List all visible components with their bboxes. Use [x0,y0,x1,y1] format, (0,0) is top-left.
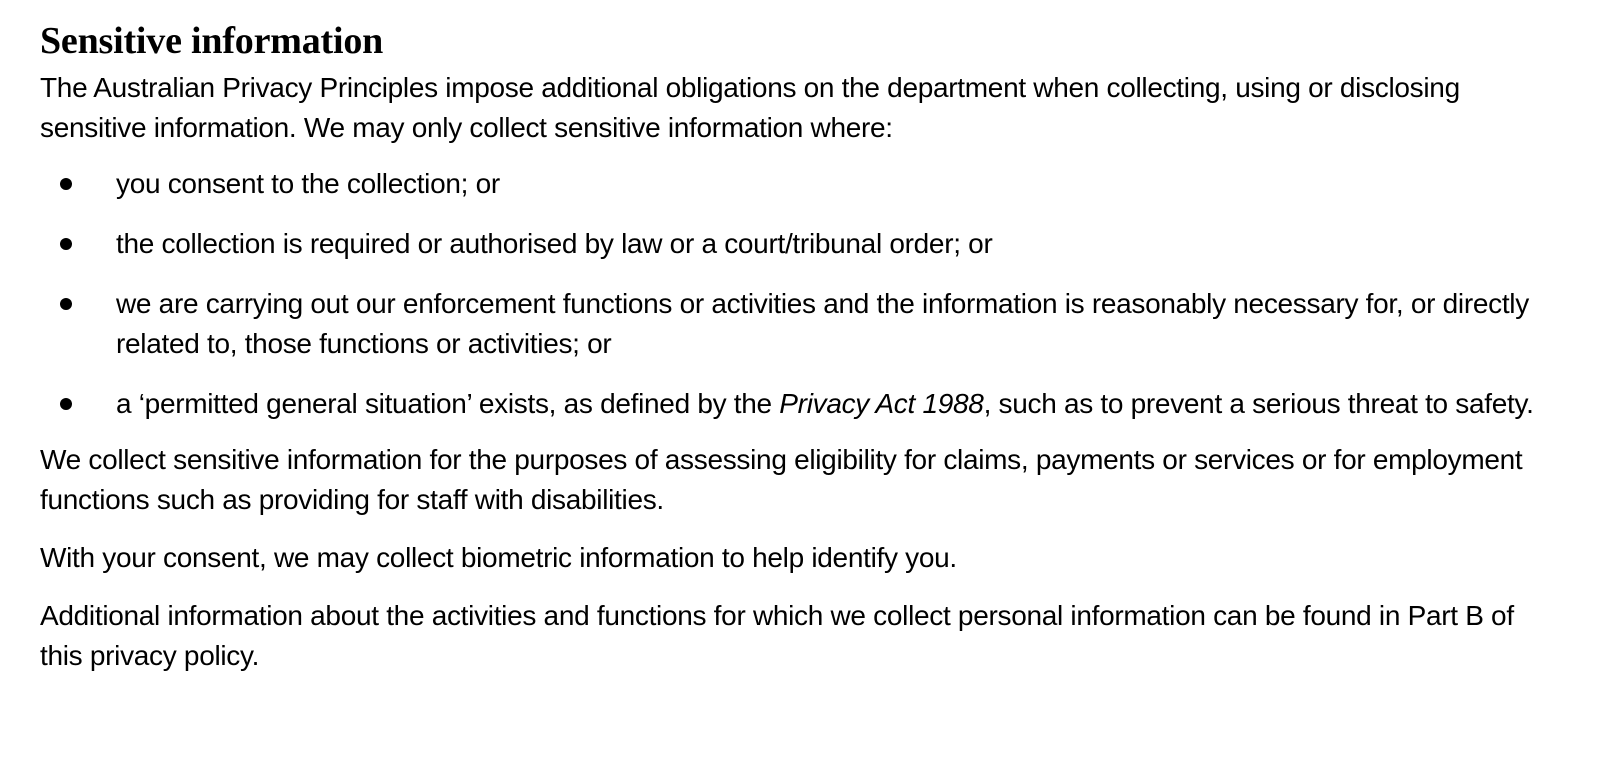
list-item [40,284,1540,364]
intro-paragraph: The Australian Privacy Principles impose additional obligations on the department when collecting, using or disclosing sensitive information. We may only collect sensitive information where: [40,72,1460,143]
bullet-icon [60,298,72,310]
bullet-icon [60,398,72,410]
bullet-icon [60,238,72,250]
list-item-text: the collection is required or authorised by law or a court/tribunal order; or [116,228,993,259]
list-item-text-end: , such as to prevent a serious threat to safety. [983,388,1534,419]
list-item-text: we are carrying out our enforcement functions or activities and the information is reasonably necessary for, or directly related to, those functions or activities; or [116,288,1529,359]
biometric-paragraph: With your consent, we may collect biometric information to help identify you. [40,542,957,573]
act-title: Privacy Act 1988 [779,388,984,419]
purposes-paragraph: We collect sensitive information for the purposes of assessing eligibility for claims, payments or services or for employment functions such as providing for staff with disabilities. [40,444,1523,515]
list-item-text: you consent to the collection; or [116,168,500,199]
list-item [40,164,1540,204]
list-item [40,224,1540,264]
bullet-icon [60,178,72,190]
conditions-list [40,164,1540,424]
section-heading: Sensitive information [40,20,384,62]
list-item [40,384,1540,424]
list-item-text-start: a ‘permitted general situation’ exists, as defined by the [116,388,780,419]
document-page [40,18,1540,676]
additional-info-paragraph: Additional information about the activities and functions for which we collect personal information can be found in Part B of this privacy policy. [40,600,1514,671]
